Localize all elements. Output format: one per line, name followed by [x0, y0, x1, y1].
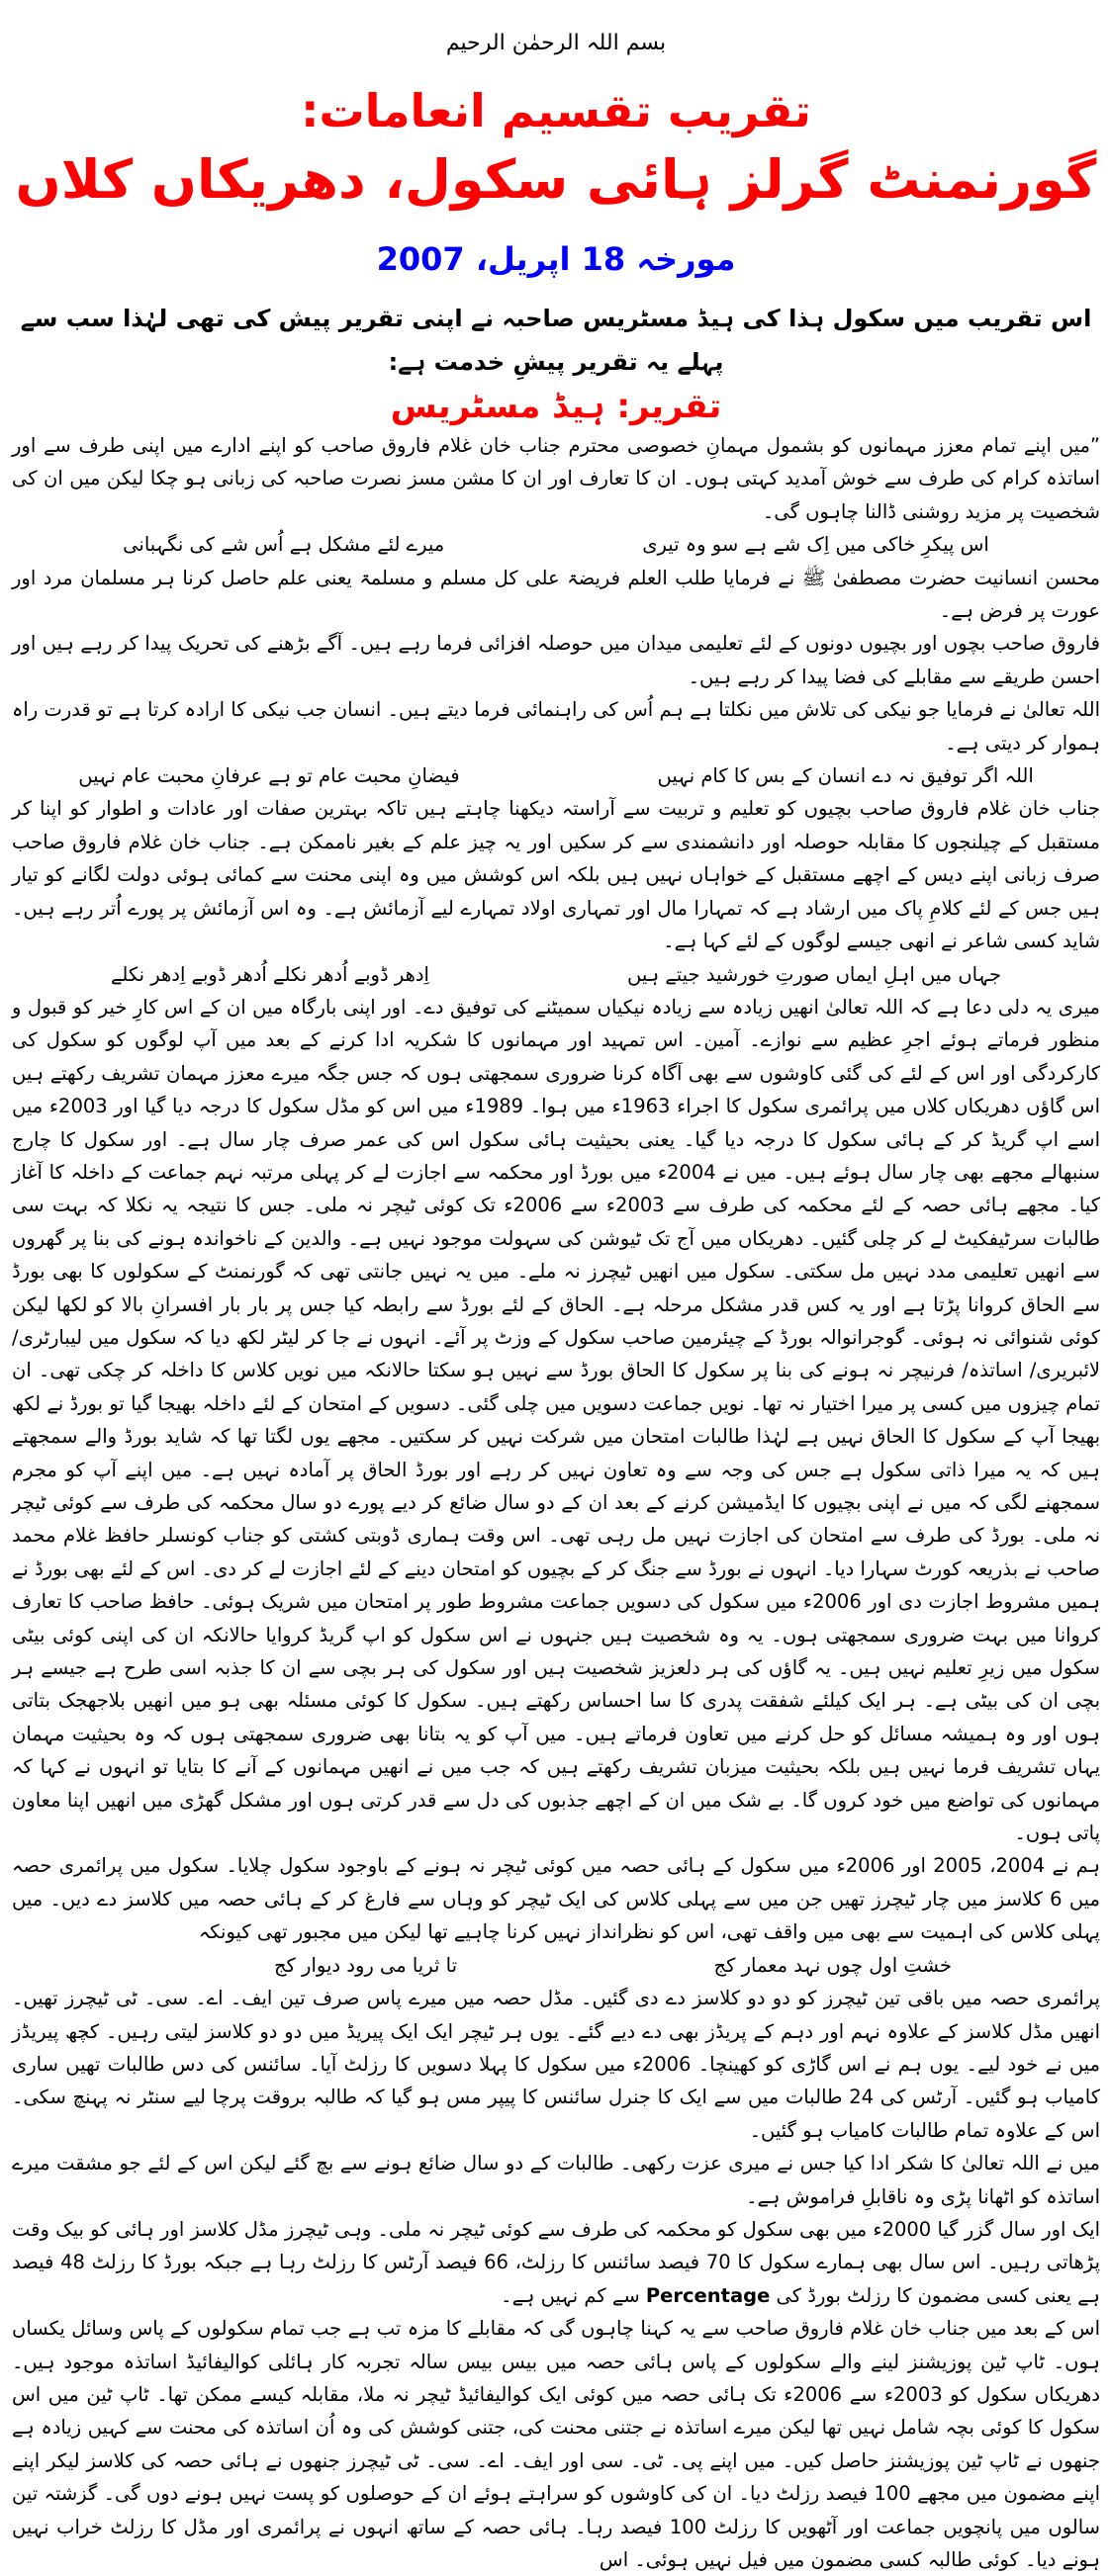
- speech-body: [12, 429, 1100, 2576]
- verse-line: میرے لئے مشکل ہے اُس شے کی نگہبانی: [123, 533, 445, 557]
- text-run: ایک اور سال گزر گیا 2000ء میں بھی سکول کو محکمہ کی طرف سے کوئی ٹیچر نہ ملی۔ وہی ٹیچرز مڈل کلاسز اور ہائی کو بیک وقت پڑھاتی رہیں۔ اس سال بھی ہمارے سکول کا 70 فیصد سائنس کا رزلٹ، 66 فیصد آرٹس کا رزلٹ رہا ہے جبکہ بورڈ کا رزلٹ 48 فیصد ہے یعنی کسی مضمون کا رزلٹ بورڈ کی: [12, 2217, 1100, 2307]
- verse-line: جہاں میں اہلِ ایماں صورتِ خورشید جیتے ہیں: [626, 962, 1002, 986]
- paragraph: ہم نے 2004، 2005 اور 2006ء میں سکول کے ہائی حصہ میں کوئی ٹیچر نہ ہونے کے باوجود سکول چلایا۔ سکول میں پرائمری حصہ میں 6 کلاسز میں چار ٹیچرز تھیں جن میں سے پہلی کلاس کی ایک ٹیچر کو وہاں سے فارغ کر کے ہائی حصہ میں کلاسز دے دیں۔ میں پہلی کلاس کی اہمیت سے بھی میں واقف تھی، اس کو نظرانداز نہیں کرنا چاہیے تھا لیکن میں مجبور تھی کیونکہ: [12, 1854, 1101, 1944]
- paragraph: فاروق صاحب بچوں اور بچیوں دونوں کے لئے تعلیمی میدان میں حوصلہ افزائی فرما رہے ہیں۔ آگے بڑھنے کی تحریک پیدا کر رہے ہیں اور احسن طریقے سے مقابلے کی فضا پیدا کر رہے ہیں۔: [12, 632, 1100, 688]
- paragraph: محسن انسانیت حضرت مصطفیٰ ﷺ نے فرمایا طلب العلم فریضۃ علی کل مسلم و مسلمۃ یعنی علم حاصل کرنا ہر مسلمان مرد اور عورت پر فرض ہے۔: [12, 566, 1100, 623]
- percentage-word: Percentage: [645, 2283, 771, 2307]
- verse-line: تا ثریا می رود دیوار کج: [273, 1953, 457, 1977]
- paragraph: ”میں اپنے تمام معزز مہمانوں کو بشمول مہمانِ خصوصی محترم جناب خان غلام فاروق صاحب کو اپنے ادارے میں اپنی طرف سے اور اساتذہ کرام کی طرف سے خوش آمدید کہتی ہوں۔ ان کا تعارف اور ان کا مشن مسز نصرت صاحبہ کی زبانی ہو چکا لیکن میں ان کی شخصیت پر مزید روشنی ڈالنا چاہوں گی۔: [12, 434, 1100, 523]
- school-name: گورنمنٹ گرلز ہائی سکول، دھریکاں کلاں: [15, 148, 1097, 211]
- text-run: سے کم نہیں ہے۔: [501, 2283, 640, 2307]
- bismillah: بسم اللہ الرحمٰن الرحیم: [445, 31, 667, 55]
- intro-line: اس تقریب میں سکول ہذا کی ہیڈ مسٹریس صاحبہ نے اپنی تقریر پیش کی تھی لہٰذا سب سے پہلے یہ تقریر پیشِ خدمت ہے:: [20, 305, 1092, 376]
- verse-line: اِدھر ڈوبے اُدھر نکلے اُدھر ڈوبے اِدھر نکلے: [110, 962, 429, 986]
- event-date: مورخہ 18 اپریل، 2007: [376, 240, 736, 278]
- couplet: [12, 1949, 1100, 1982]
- paragraph: [12, 2213, 1100, 2312]
- verse-line: فیضانِ محبت عام تو ہے عرفانِ محبت عام نہیں: [78, 764, 460, 788]
- verse-line: خشتِ اول چوں نہد معمار کج: [713, 1953, 952, 1977]
- paragraph: میری یہ دلی دعا ہے کہ اللہ تعالیٰ انھیں زیادہ سے زیادہ نیکیاں سمیٹنے کی توفیق دے۔ اور اپنی بارگاہ میں ان کے اس کارِ خیر کو قبول و منظور فرماتے ہوئے اجرِ عظیم سے نوازے۔ آمین۔ اس تمہید اور مہمانوں کا شکریہ ادا کرنے کے بعد میں آپ لوگوں کو سکول کی کارکردگی اور اس کے لئے کی گئی کاوشوں سے بھی آگاہ کرنا ضروری سمجھتی ہوں کہ جس جگہ میرے معزز مہمان تشریف رکھتے ہیں اس گاؤں دھریکاں کلاں میں پرائمری سکول کا اجراء 1963ء میں ہوا۔ 1989ء میں اس کو مڈل سکول کا درجہ دیا گیا اور 2003ء میں اسے اپ گریڈ کر کے ہائی سکول کا درجہ دیا گیا۔ یعنی بحیثیت ہائی سکول اس کی عمر صرف چار سال ہے۔ اور سکول کا چارج سنبھالے مجھے بھی چار سال ہوئے ہیں۔ میں نے 2004ء میں بورڈ اور محکمہ سے اجازت لے کر پہلی مرتبہ نہم جماعت کے داخلہ کا آغاز کیا۔ مجھے ہائی حصہ کے لئے محکمہ کی طرف سے 2003ء سے 2006ء تک کوئی ٹیچر نہ ملی۔ جس کا نتیجہ یہ نکلا کہ بہت سی طالبات سرٹیفکیٹ لے کر چلی گئیں۔ دھریکاں میں آج تک ٹیوشن کی سہولت موجود نہیں ہے۔ والدین کے ناخواندہ ہونے کی بنا پر گھروں سے انھیں تعلیمی مدد نہیں مل سکتی۔ سکول میں انھیں ٹیچرز نہ ملے۔ میں یہ نہیں جانتی تھی کہ گورنمنٹ کے سکولوں کا بھی بورڈ سے الحاق کروانا پڑتا ہے اور یہ کس قدر مشکل مرحلہ ہے۔ الحاق کے لئے بورڈ سے رابطہ کیا جس پر بار بار افسرانِ بالا کو لکھا لیکن کوئی شنوائی نہ ہوئی۔ گوجرانوالہ بورڈ کے چیئرمین صاحب سکول کے وزٹ پر آئے۔ انہوں نے جا کر لیٹر لکھ دیا کہ سکول میں لیبارٹری/ لائبریری/ اساتذہ/ فرنیچر نہ ہونے کی بنا پر سکول کا الحاق بورڈ سے نہیں ہو سکتا حالانکہ میں نویں کلاس کا داخلہ کر چکی تھی۔ ان تمام چیزوں میں کسی پر میرا اختیار نہ تھا۔ نویں جماعت دسویں میں چلی گئی۔ دسویں کے امتحان کے لئے داخلہ بھیجا گیا تو بورڈ نے لکھ بھیجا آپ کے سکول کا الحاق نہیں ہے لہٰذا طالبات امتحان میں شرکت نہیں کر سکتیں۔ مجھے یوں لگتا تھا کہ شاید بورڈ والے سمجھتے ہیں کہ یہ میرا ذاتی سکول ہے جس کی وجہ سے وہ تعاون نہیں کر رہے اور بورڈ الحاق پر آمادہ نہیں ہے۔ میں اپنے آپ کو مجرم سمجھنے لگی کہ میں نے اپنی بچیوں کا ایڈمیشن کرنے کے بعد ان کے دو سال ضائع کر دیے پورے دو سال محکمہ کی طرف سے کوئی ٹیچر نہ ملی۔ بورڈ کی طرف سے امتحان کی اجازت نہیں مل رہی تھی۔ اس وقت ہماری ڈوبتی کشتی کو جناب کونسلر حافظ غلام محمد صاحب نے بذریعہ کورٹ سہارا دیا۔ انہوں نے بورڈ سے جنگ کر کے بچیوں کو امتحان دینے کے لئے اجازت لے کر دی۔ اس کے لئے بھی بورڈ نے ہمیں مشروط اجازت دی اور 2006ء میں سکول کی دسویں جماعت مشروط طور پر امتحان میں شریک ہوئی۔ حافظ صاحب کا تعارف کروانا میں بہت ضروری سمجھتی ہوں۔ یہ وہ شخصیت ہیں جنہوں نے اس سکول کو اپ گریڈ کروایا حالانکہ ان کی اپنی کوئی بیٹی سکول میں زیرِ تعلیم نہیں ہیں۔ یہ گاؤں کی ہر دلعزیز شخصیت ہیں اور سکول کی ہر بچی سے ان کا جذبہ اسی طرح ہے جیسے ہر بچی ان کی بیٹی ہے۔ ہر ایک کیلئے شفقت پدری کا سا احساس رکھتے ہیں۔ سکول کا کوئی مسئلہ بھی ہو میں انھیں بلاجھجک بتاتی ہوں اور وہ ہمیشہ مسائل کو حل کرنے میں تعاون فرماتے ہیں۔ میں آپ کو یہ بتانا بھی ضروری سمجھتی ہوں کہ وہ بحیثیت مہمان یہاں تشریف فرما نہیں ہیں بلکہ بحیثیت میزبان تشریف رکھتے ہیں کہ جب میں نے انھیں مہمانوں کے آنے کا بتایا تو انہوں نے کہا کہ مہمانوں کی تواضع میں خود کروں گا۔ بے شک میں ان کے اچھے جذبوں کی دل سے قدر کرتی ہوں اور مشکل گھڑی میں انھیں اپنا معاون پاتی ہوں۔: [12, 995, 1101, 1845]
- couplet: [12, 759, 1100, 792]
- paragraph: پرائمری حصہ میں باقی تین ٹیچرز کو دو دو کلاسز دے دی گئیں۔ مڈل حصہ میں میرے پاس صرف تین ایف۔ اے۔ سی۔ ٹی ٹیچرز تھیں۔ انھیں مڈل کلاسز کے علاوہ نہم اور دہم کے پریڈز بھی دے دیے گئے۔ یوں ہر ٹیچر ایک ایک پیریڈ میں دو دو کلاسز لیتی رہیں۔ کچھ پیریڈز میں نے خود لیے۔ یوں ہم نے اس گاڑی کو کھینچا۔ 2006ء میں سکول کا پہلا دسویں کا رزلٹ آیا۔ سائنس کی دس طالبات تھیں ساری کامیاب ہو گئیں۔ آرٹس کی 24 طالبات میں سے ایک کا جنرل سائنس کا پیپر مس ہو گیا کہ طالبہ بروقت پرچا لیے سنٹر نہ پہنچ سکی۔ اس کے علاوہ تمام طالبات کامیاب ہو گئیں۔: [12, 1987, 1101, 2142]
- verse-line: اس پیکرِ خاکی میں اِک شے ہے سو وہ تیری: [642, 533, 989, 557]
- paragraph: اس کے بعد میں جناب خان غلام فاروق صاحب سے یہ کہنا چاہوں گی کہ مقابلے کا مزہ تب ہے جب تمام سکولوں کے پاس وسائل یکساں ہوں۔ ٹاپ ٹین پوزیشنز لینے والے سکولوں کے پاس ہائی حصہ میں بیس بیس سالہ تجربہ کار ہائلی کوالیفائیڈ اساتذہ موجود ہیں۔ دھریکاں سکول کو 2003ء سے 2006ء تک ہائی حصہ میں کوئی ایک کوالیفائیڈ ٹیچر نہ ملا، مقابلہ کیسے ممکن تھا۔ ٹاپ ٹین میں اس سکول کا کوئی بچہ شامل نہیں تھا لیکن میرے اساتذہ نے جتنی محنت کی، جتنی کوشش کی وہ اُن اساتذہ کی محنت سے کہیں زیادہ ہے جنھوں نے ٹاپ ٹین پوزیشنز حاصل کیں۔ میں اپنے پی۔ ٹی۔ سی اور ایف۔ اے۔ سی۔ ٹی ٹیچرز جنھوں نے ہائی حصہ کی کلاسز لیکر اپنے اپنے مضمون میں مجھے 100 فیصد رزلٹ دیا۔ ان کی کاوشوں کو سراہتے ہوئے ان کے حوصلوں کو پست نہیں ہونے دوں گی۔ گزشتہ تین سالوں میں پانچویں جماعت اور آٹھویں کا رزلٹ 100 فیصد رہا۔ ہائی حصہ کے ساتھ انہوں نے پرائمری اور مڈل کا رزلٹ خراب نہیں ہونے دیا۔ کوئی طالبہ کسی مضمون میں فیل نہیں ہوئی۔ اس: [12, 2317, 1101, 2571]
- verse-line: اللہ اگر توفیق نہ دے انسان کے بس کا کام نہیں: [657, 764, 1034, 788]
- paragraph: میں نے اللہ تعالیٰ کا شکر ادا کیا جس نے میری عزت رکھی۔ طالبات کے دو سال ضائع ہونے سے بچ گئے لیکن اس کے لئے جو مشقت میرے اساتذہ کو اٹھانا پڑی وہ ناقابلِ فراموش ہے۔: [12, 2152, 1100, 2208]
- couplet: [12, 528, 1100, 561]
- speech-heading: تقریر: ہیڈ مسٹریس: [390, 387, 722, 426]
- couplet: [12, 958, 1100, 991]
- event-title: تقریب تقسیم انعامات:: [301, 84, 811, 137]
- paragraph: اللہ تعالیٰ نے فرمایا جو نیکی کی تلاش میں نکلتا ہے ہم اُس کی راہنمائی فرما دیتے ہیں۔ انسان جب نیکی کا ارادہ کرتا ہے تو قدرت راہ ہموار کر دیتی ہے۔: [12, 698, 1100, 755]
- paragraph: جناب خان غلام فاروق صاحب بچیوں کو تعلیم و تربیت سے آراستہ دیکھنا چاہتے ہیں تاکہ بہترین صفات اور عادات و اطوار کو اپنا کر مستقبل کے چیلنجوں کا مقابلہ حوصلہ اور دانشمندی سے کر سکیں اور یہ چیز علم کے بغیر ناممکن ہے۔ جناب خان غلام فاروق صاحب صرف زبانی اپنے دیس کے اچھے مستقبل کے خواہاں نہیں ہیں بلکہ اس کوشش میں وہ اپنی محنت سے کمائی ہوئی دولت لگانے کو تیار ہیں جس کے لئے کلامِ پاک میں ارشاد ہے کہ تمہارا مال اور تمہاری اولاد تمہارے لیے آزمائش ہے۔ وہ اس آزمائش پر پورے اُتر رہے ہیں۔ شاید کسی شاعر نے انھی جیسے لوگوں کے لئے کہا ہے۔: [12, 797, 1100, 953]
